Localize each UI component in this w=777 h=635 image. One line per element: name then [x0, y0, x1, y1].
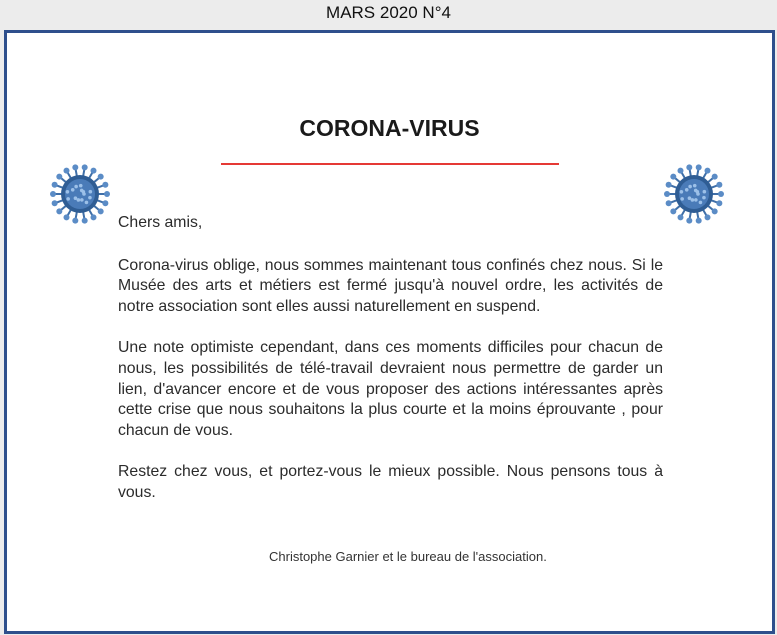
paragraph: Corona-virus oblige, nous sommes maintenant tous confinés chez nous. Si le Musée des arts et métiers est fermé jusqu'à nouvel ordre, les activités de notre association sont elles aussi naturellement en suspend. — [118, 256, 663, 315]
article-title: CORONA-VIRUS — [299, 115, 480, 141]
signature: Christophe Garnier et le bureau de l'association. — [269, 549, 547, 564]
letter-body — [118, 213, 663, 525]
greeting: Chers amis, — [118, 214, 203, 231]
coronavirus-icon — [662, 162, 726, 226]
article-frame — [4, 30, 775, 634]
paragraph: Restez chez vous, et portez-vous le mieux possible. Nous pensons tous à vous. — [118, 463, 663, 501]
paragraph: Une note optimiste cependant, dans ces moments difficiles pour chacun de nous, les possibilités de télé-travail devraient nous permettre de garder un lien, d'avancer encore et de vous proposer des actions intéressantes après cette crise que nous souhaitons la plus courte et la moins éprouvante , pour chacun de vous. — [118, 339, 663, 439]
newsletter-header — [0, 0, 777, 30]
coronavirus-icon — [48, 162, 112, 226]
title-underline — [221, 163, 559, 165]
newsletter-issue: MARS 2020 N°4 — [326, 3, 451, 22]
